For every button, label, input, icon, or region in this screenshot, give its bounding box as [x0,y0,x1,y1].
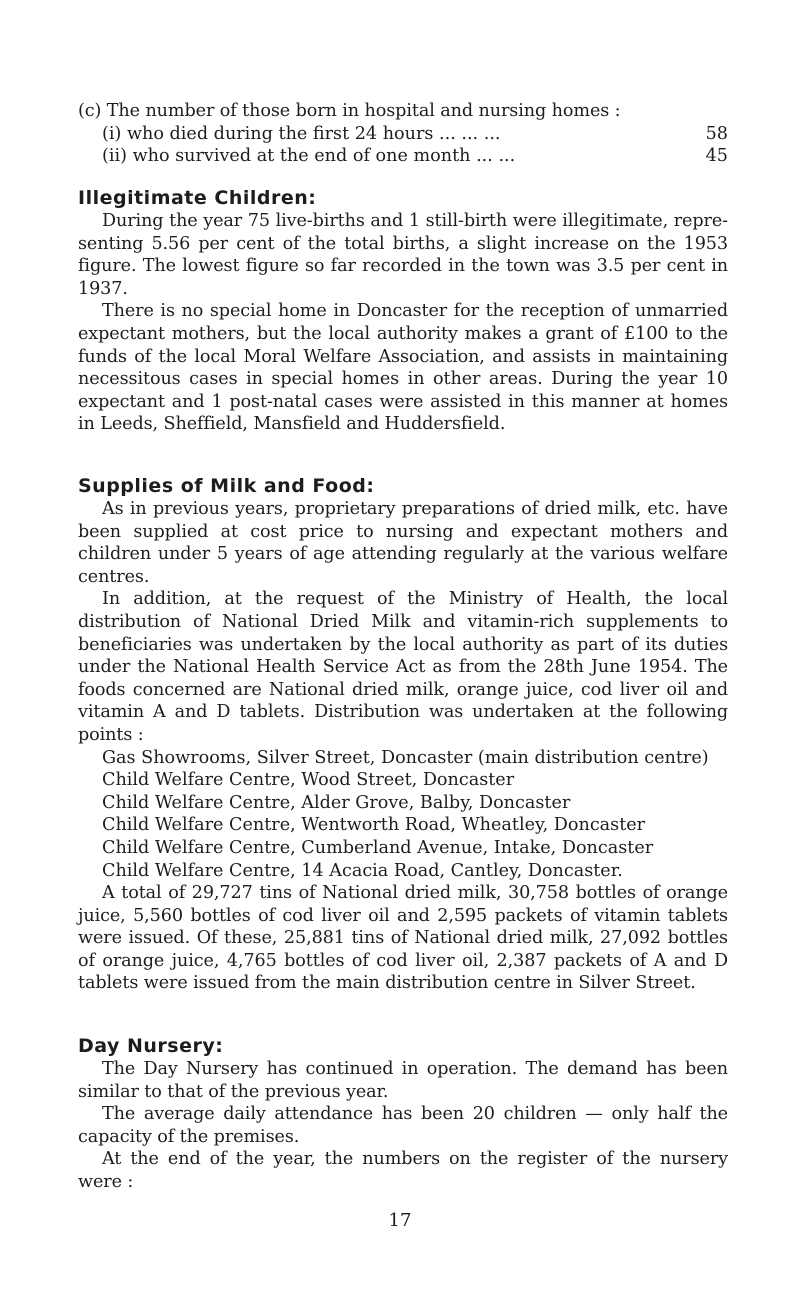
row-label: (ii) who survived at the end of one month ... ... [102,146,516,167]
paragraph: The Day Nursery has continued in operation. The demand has been similar to that of the previous year. [78,1059,728,1102]
distribution-point: Child Welfare Centre, Wentworth Road, Wheatley, Doncaster [102,815,646,836]
nursery-section [78,1034,728,1194]
distribution-point: Child Welfare Centre, Cumberland Avenue, Intake, Doncaster [102,837,654,858]
distribution-point: Child Welfare Centre, Alder Grove, Balby, Doncaster [102,792,571,813]
paragraph: At the end of the year, the numbers on the register of the nursery were : [78,1149,728,1192]
supplies-section [78,474,728,995]
hospital-row-survived [78,145,728,168]
row-value: 58 [705,123,728,144]
section-heading: Illegitimate Children: [78,187,317,209]
row-value: 45 [705,146,728,167]
distribution-point: Gas Showrooms, Silver Street, Doncaster (main distribution centre) [102,747,709,768]
page-number: 17 [388,1210,412,1231]
section-heading: Day Nursery: [78,1035,224,1057]
distribution-point: Child Welfare Centre, Wood Street, Doncaster [102,770,515,791]
paragraph: A total of 29,727 tins of National dried milk, 30,758 bottles of orange juice, 5,560 bottles of cod liver oil and 2,595 packets of vitamin tablets were issued. Of these, 25,881 tins of National dried milk, 27,092 bottles of orange juice, 4,765 bottles of cod liver oil, 2,387 packets of A and D tablets were issued from the main distribution centre in Silver Street. [78,883,728,994]
paragraph: In addition, at the request of the Ministry of Health, the local distribution of National Dried Milk and vitamin-rich supplements to beneficiaries was undertaken by the local authority as part of its duties under the National Health Service Act as from the 28th June 1954. The foods concerned are National dried milk, orange juice, cod liver oil and vitamin A and D tablets. Distribution was undertaken at the following points : [78,589,728,745]
paragraph: During the year 75 live-births and 1 still-birth were illegitimate, repre-senting 5.56 per cent of the total births, a slight increase on the 1953 figure. The lowest figure so far recorded in the town was 3.5 per cent in 1937. [78,211,728,299]
row-label: (i) who died during the first 24 hours ... ... ... [102,123,501,144]
paragraph: As in previous years, proprietary preparations of dried milk, etc. have been supplied at cost price to nursing and expectant mothers and children under 5 years of age attending regularly at the various welfare centres. [78,499,728,587]
paragraph: There is no special home in Doncaster for the reception of unmarried expectant mothers, but the local authority makes a grant of £100 to the funds of the local Moral Welfare Association, and assists in maintaining necessitous cases in special homes in other areas. During the year 10 expectant and 1 post-natal cases were assisted in this manner at homes in Leeds, Sheffield, Mansfield and Huddersfield. [78,301,728,435]
paragraph: The average daily attendance has been 20 children — only half the capacity of the premises. [78,1104,728,1147]
section-heading: Supplies of Milk and Food: [78,475,375,497]
hospital-section [78,100,728,168]
hospital-intro: (c) The number of those born in hospital and nursing homes : [78,101,621,121]
hospital-row-died [78,123,728,146]
illegitimate-section [78,186,728,436]
distribution-point: Child Welfare Centre, 14 Acacia Road, Cantley, Doncaster. [102,860,623,881]
